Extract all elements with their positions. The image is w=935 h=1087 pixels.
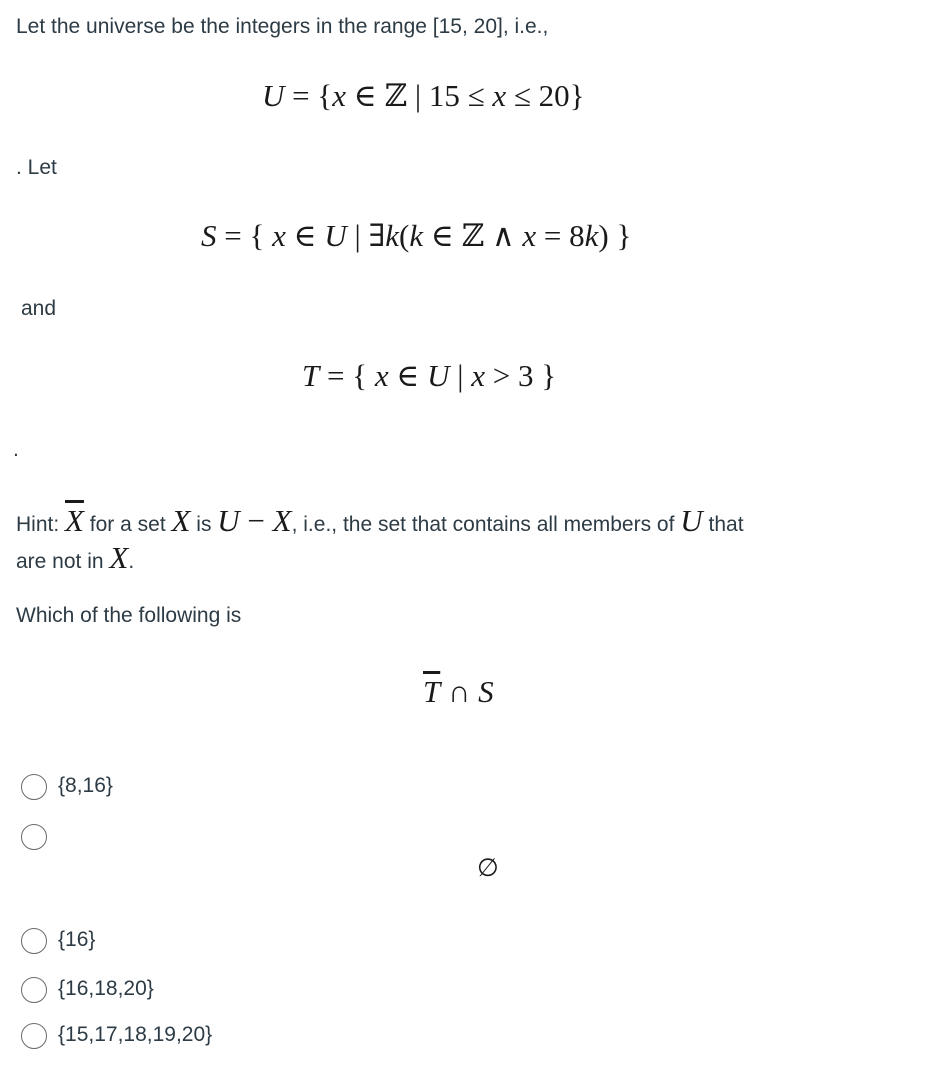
option-label[interactable]: {15,17,18,19,20} [58, 1023, 213, 1046]
minus-symbol: − [239, 503, 273, 538]
hint-text: for a set [83, 513, 172, 536]
s-symbol: S [478, 674, 494, 709]
empty-set-label: ∅ [477, 855, 499, 882]
eq-t-mid: = { [319, 358, 375, 393]
option-radio[interactable] [21, 1023, 47, 1049]
x-symbol: x [272, 218, 286, 253]
set-t-equation [302, 358, 556, 394]
eq-u-rel: = { [284, 78, 333, 113]
u-symbol: U [427, 358, 450, 393]
cap-symbol: ∩ [440, 674, 479, 709]
eq-s-bar: | ∃ [346, 218, 386, 253]
x-symbol: x [471, 358, 485, 393]
and-text: and [21, 297, 57, 320]
x-symbol: x [374, 358, 389, 393]
x-bar-symbol: $\overline{X}$ [65, 503, 84, 538]
option-radio[interactable] [21, 774, 47, 800]
option-label[interactable]: {16} [58, 928, 96, 951]
u-symbol: U [324, 218, 347, 253]
hint-text: are not in [16, 550, 110, 573]
k-symbol: k [385, 218, 400, 253]
u-symbol: U [680, 503, 703, 538]
hint-line-1 [16, 503, 744, 539]
hint-text: is [190, 513, 218, 536]
x-symbol: X [109, 540, 129, 575]
trailing-period: . [13, 438, 19, 461]
s-symbol: S [201, 218, 217, 253]
t-bar-symbol: $\overline{T}$ [423, 674, 441, 709]
option-label[interactable]: {16,18,20} [58, 977, 154, 1000]
question-expression [423, 674, 494, 710]
hint-text: that [702, 513, 744, 536]
u-symbol: U [262, 78, 285, 113]
eq-t-gt: > 3 } [484, 358, 557, 393]
t-symbol: T [302, 358, 320, 393]
question-text: Which of the following is [16, 604, 242, 627]
eq-s-end: ) } [598, 218, 632, 253]
hint-prefix: Hint: [16, 513, 66, 536]
hint-line-2 [16, 540, 134, 576]
universe-equation [262, 78, 585, 114]
x-symbol: X [272, 503, 292, 538]
hint-text: , i.e., the set that contains all members of [291, 513, 681, 536]
let-text: . Let [16, 156, 57, 179]
x-symbol: x [332, 78, 347, 113]
u-symbol: U [217, 503, 240, 538]
intro-text: Let the universe be the integers in the range [15, 20], i.e., [16, 15, 549, 38]
k-symbol: k [409, 218, 424, 253]
x-symbol: x [492, 78, 507, 113]
option-radio[interactable] [21, 928, 47, 954]
eq-u-tail: ≤ 20} [506, 78, 585, 113]
eq-u-body: ∈ ℤ | 15 ≤ [346, 78, 493, 113]
eq-s-mid: = { [216, 218, 273, 253]
eq-t-in: ∈ [388, 358, 428, 393]
hint-text: . [128, 550, 135, 573]
eq-s-z: ∈ ℤ ∧ [423, 218, 523, 253]
option-radio[interactable] [21, 824, 47, 850]
option-radio[interactable] [21, 977, 47, 1003]
x-symbol: X [171, 503, 191, 538]
x-symbol: x [522, 218, 537, 253]
eq-s-eq: = 8 [536, 218, 585, 253]
option-label[interactable]: {8,16} [58, 774, 113, 797]
k-symbol: k [584, 218, 599, 253]
eq-s-paren: ( [399, 218, 410, 253]
eq-t-cond: | [449, 358, 472, 393]
eq-s-in: ∈ [285, 218, 325, 253]
set-s-equation [201, 218, 631, 254]
